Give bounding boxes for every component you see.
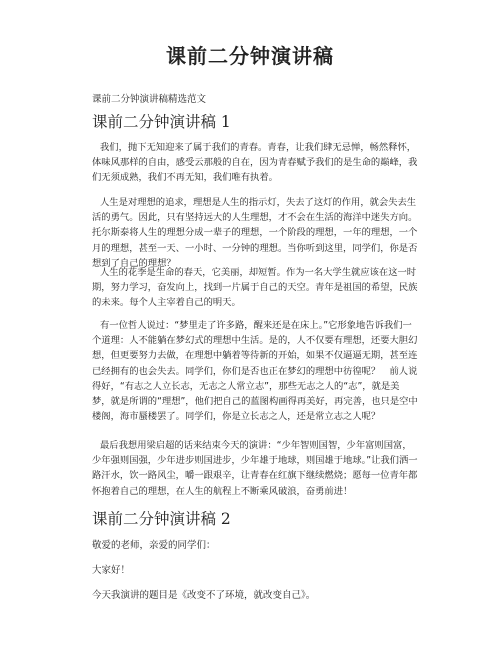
- section-2-topic: 今天我演讲的题目是《改变不了环境，就改变自己》。: [92, 590, 316, 601]
- document-subtitle: 课前二分钟演讲稿精选范文: [92, 94, 207, 105]
- section-1-paragraph-1: 我们，抛下无知迎来了属于我们的青春。青春，让我们肆无忌惮，畅然释怀，体味风那样的自由，感受云那般的自在，因为青春赋予我们的是生命的巅峰，我们无须成熟，我们不再无知，我们唯有执着。: [92, 142, 418, 184]
- section-2-greeting: 敬爱的老师，亲爱的同学们：: [92, 540, 216, 551]
- section-1-paragraph-5: 最后我想用梁启超的话来结束今天的演讲：“少年智则国智，少年富则国富，少年强则国强，少年进步则国进步，少年雄于地球，则国雄于地球。”让我们洒一路汗水，饮一路风尘，嚼一跟艰辛，让青春在红旗下继续燃烧；愿每一位青年都怀抱着自己的理想，在人生的航程上不断乘风破浪，奋勇前进！: [92, 440, 418, 497]
- section-2-heading: 课前二分钟演讲稿 2: [92, 510, 231, 528]
- section-1-paragraph-3: 人生的花季是生命的春天，它美丽，却短暂。作为一名大学生就应该在这一时期，努力学习，奋发向上，找到一片属于自己的天空。青年是祖国的希望，民族的未来。每个人主宰着自己的明天。: [92, 267, 418, 309]
- section-1-paragraph-2: 人生是对理想的追求，理想是人生的指示灯，失去了这灯的作用，就会失去生活的勇气。因此，只有坚持远大的人生理想，才不会在生活的海洋中迷失方向。托尔斯泰将人生的理想分成一辈子的理想，一个阶段的理想，一年的理想，一个月的理想，甚至一天、一小时、一分钟的理想。当你听到这里，同学们，你是否想到了自己的理想？: [92, 197, 418, 269]
- section-1-heading: 课前二分钟演讲稿 1: [92, 113, 231, 131]
- section-2-hello: 大家好！: [92, 565, 131, 576]
- section-1-paragraph-4: 有一位哲人说过：“梦里走了许多路，醒来还是在床上。”它形象地告诉我们一个道理：人不能躺在梦幻式的理想中生活。是的，人不仅要有理想，还要大胆幻想，但更要努力去做，在理想中躺着等待新的开始，如果不仅逼逼无期，甚至连已经拥有的也会失去。同学们，你们是否也正在梦幻的理想中彷徨呢？ 前人说得好，“有志之人立长志，无志之人常立志”，那些无志之人的“志”，就是美梦，就是所谓的“理想”，他们把自己的蓝图构画得再美好，再完善，也只是空中楼阁，海市蜃楼罢了。同学们，你是立长志之人，还是常立志之人呢？: [92, 320, 418, 423]
- document-title: 课前二分钟演讲稿: [166, 44, 334, 68]
